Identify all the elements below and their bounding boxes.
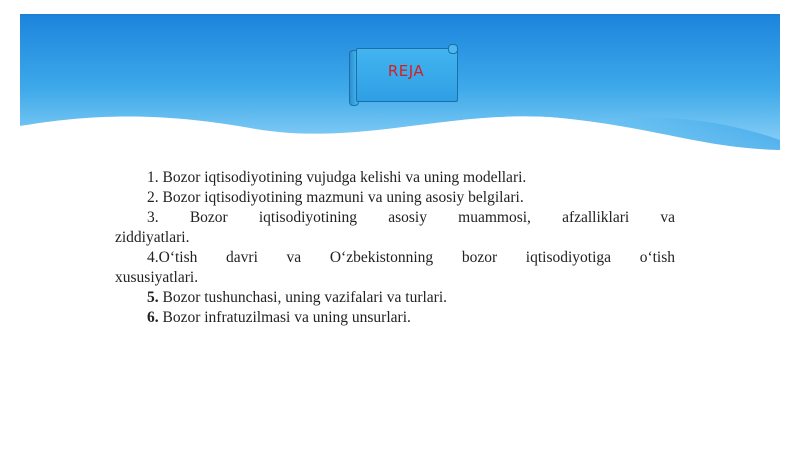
plan-item-4 bbox=[115, 248, 675, 288]
plan-item-number: 4. bbox=[147, 249, 159, 266]
plan-item-number: 5. bbox=[147, 289, 159, 306]
plan-item-text-continuation: xususiyatlari. bbox=[115, 269, 199, 286]
plan-item-number: 6. bbox=[147, 309, 159, 326]
plan-item-number: 1. bbox=[147, 169, 159, 186]
plan-item-3 bbox=[115, 208, 675, 248]
plan-item-number: 2. bbox=[147, 189, 159, 206]
title-scroll-banner bbox=[348, 44, 458, 106]
plan-item-text: O‘tish davri va O‘zbekistonning bozor iqtisodiyotiga o‘tish bbox=[158, 249, 675, 266]
plan-item-6 bbox=[115, 308, 675, 328]
plan-item-1 bbox=[115, 168, 675, 188]
plan-item-text: Bozor iqtisodiyotining vujudga kelishi va uning modellari. bbox=[162, 169, 527, 186]
banner-title: REJA bbox=[387, 62, 425, 80]
scroll-curl-right-decoration bbox=[448, 44, 458, 54]
plan-item-text: Bozor iqtisodiyotining asosiy muammosi, afzalliklari va bbox=[189, 209, 676, 226]
plan-list bbox=[115, 168, 675, 328]
plan-item-text-continuation: ziddiyatlari. bbox=[115, 229, 190, 246]
plan-item-text: Bozor iqtisodiyotining mazmuni va uning asosiy belgilari. bbox=[162, 189, 524, 206]
plan-item-number: 3. bbox=[147, 209, 159, 226]
plan-item-5 bbox=[115, 288, 675, 308]
plan-item-text: Bozor tushunchasi, uning vazifalari va turlari. bbox=[162, 289, 448, 306]
plan-item-2 bbox=[115, 188, 675, 208]
plan-item-text: Bozor infratuzilmasi va uning unsurlari. bbox=[162, 309, 411, 326]
